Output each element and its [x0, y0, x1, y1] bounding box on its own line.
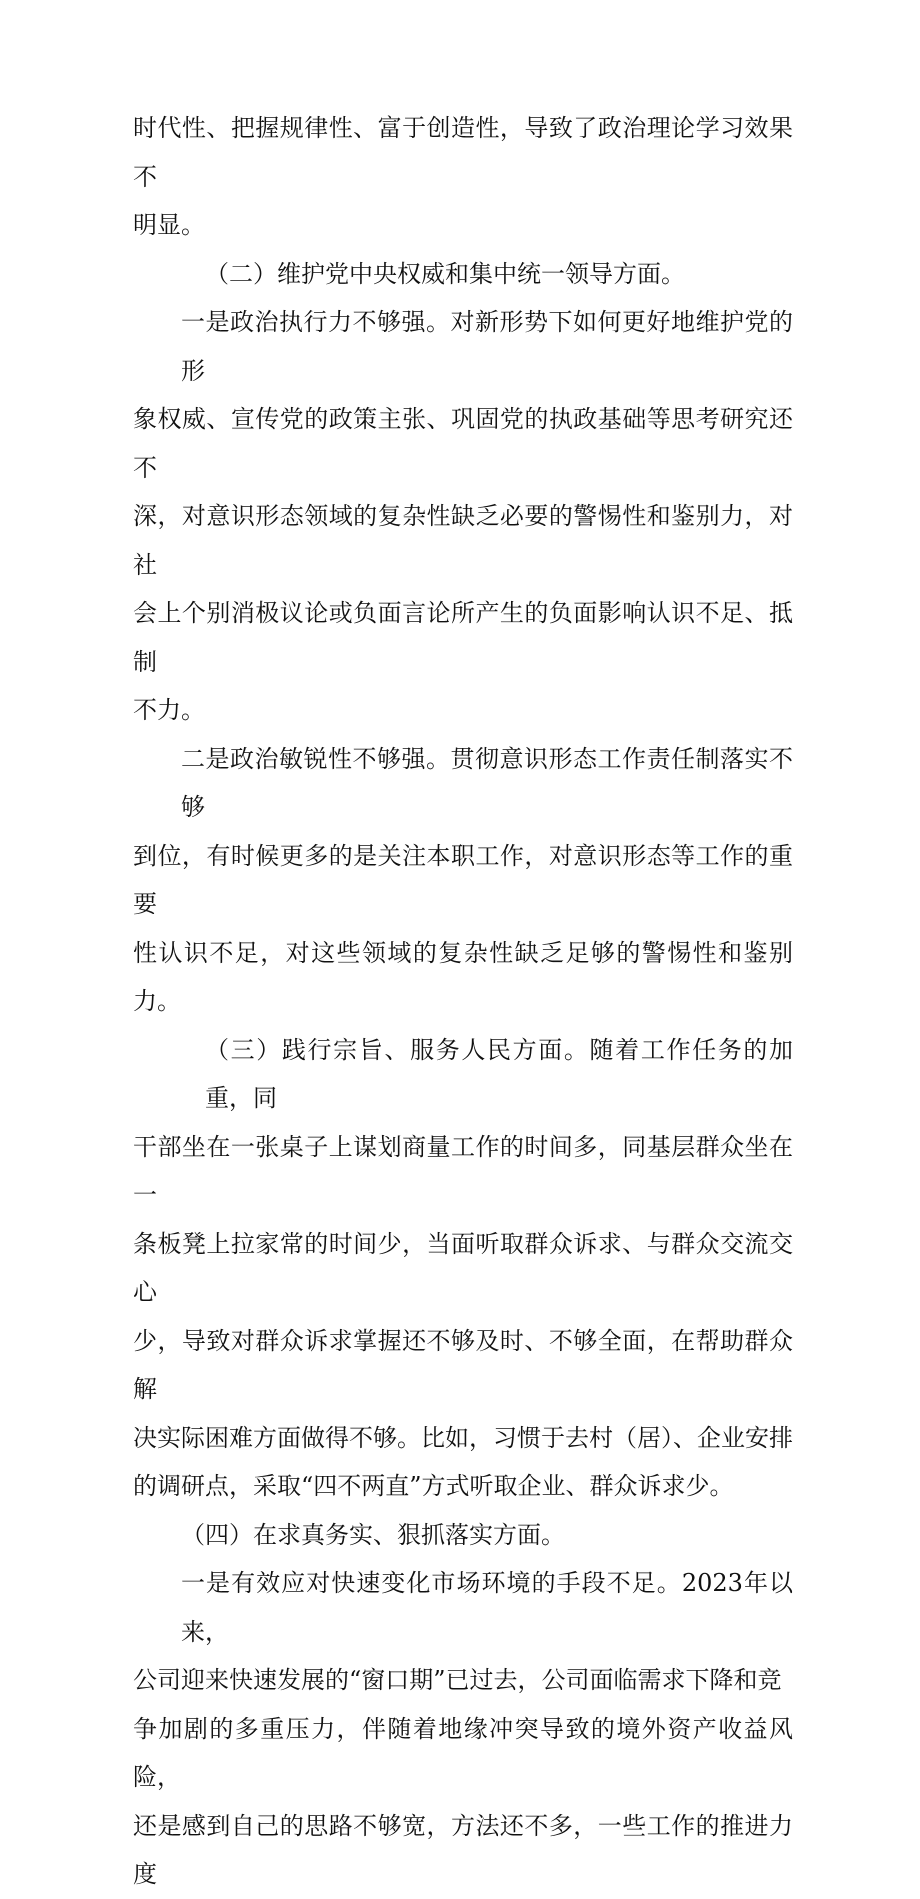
paragraph-continuation: [133, 104, 793, 250]
text-line: 条板凳上拉家常的时间少，当面听取群众诉求、与群众交流交心: [133, 1229, 793, 1306]
text-line: 还是感到自己的思路不够宽，方法还不多，一些工作的推进力度: [133, 1811, 793, 1888]
text-line: 不力。: [133, 696, 205, 724]
text-line: 一是有效应对快速变化市场环境的手段不足。2023年以来，: [181, 1569, 793, 1646]
text-line: 深，对意识形态领域的复杂性缺乏必要的警惕性和鉴别力，对社: [133, 502, 793, 579]
text-line: 公司迎来快速发展的“窗口期”已过去，公司面临需求下降和竞: [133, 1666, 782, 1694]
text-line: 决实际困难方面做得不够。比如，习惯于去村（居）、企业安排: [133, 1423, 793, 1452]
paragraph-section-4-item-1: [133, 1559, 793, 1899]
text-line: 争加剧的多重压力，伴随着地缘冲突导致的境外资产收益风险，: [133, 1714, 793, 1791]
paragraph-section-3: [133, 1026, 793, 1511]
text-line: 会上个别消极议论或负面言论所产生的负面影响认识不足、抵制: [133, 599, 793, 676]
text-line: 时代性、把握规律性、富于创造性，导致了政治理论学习效果不: [133, 114, 793, 191]
text-line: 二是政治敏锐性不够强。贯彻意识形态工作责任制落实不够: [181, 744, 793, 821]
text-line: 明显。: [133, 211, 205, 239]
paragraph-section-2-item-1: [133, 298, 793, 735]
text-line: 少，导致对群众诉求掌握还不够及时、不够全面，在帮助群众解: [133, 1326, 793, 1403]
text-line: 干部坐在一张桌子上谋划商量工作的时间多，同基层群众坐在一: [133, 1132, 793, 1209]
section-heading-2: [133, 250, 793, 299]
section-heading-4: [133, 1511, 793, 1560]
document-body: [133, 104, 793, 1899]
text-line: （二）维护党中央权威和集中统一领导方面。: [205, 259, 685, 288]
text-line: 性认识不足，对这些领域的复杂性缺乏足够的警惕性和鉴别力。: [133, 938, 793, 1015]
text-line: 一是政治执行力不够强。对新形势下如何更好地维护党的形: [181, 308, 793, 385]
text-line: （三）践行宗旨、服务人民方面。随着工作任务的加重，同: [205, 1035, 793, 1112]
text-line: （四）在求真务实、狠抓落实方面。: [181, 1520, 565, 1549]
text-line: 象权威、宣传党的政策主张、巩固党的执政基础等思考研究还不: [133, 405, 793, 482]
text-line: 的调研点，采取“四不两直”方式听取企业、群众诉求少。: [133, 1472, 734, 1500]
text-line: 到位，有时候更多的是关注本职工作，对意识形态等工作的重要: [133, 841, 793, 918]
paragraph-section-2-item-2: [133, 735, 793, 1026]
